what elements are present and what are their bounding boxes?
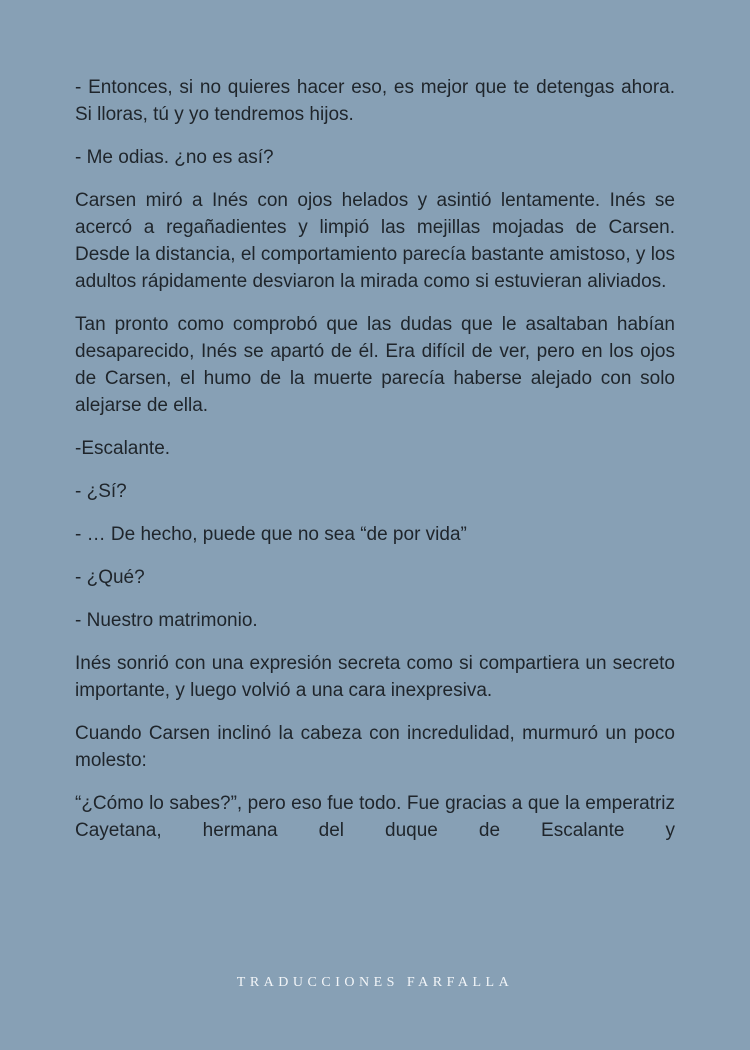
- paragraph: Inés sonrió con una expresión secreta como si compartiera un secreto importante, y luego volvió a una cara inexpresiva.: [75, 653, 675, 701]
- paragraph: - Entonces, si no quieres hacer eso, es mejor que te detengas ahora. Si lloras, tú y yo tendremos hijos.: [75, 77, 675, 125]
- paragraph: Carsen miró a Inés con ojos helados y asintió lentamente. Inés se acercó a regañadientes y limpió las mejillas mojadas de Carsen. Desde la distancia, el comportamiento parecía bastante amistoso, y los adultos rápidamente desviaron la mirada como si estuvieran aliviados.: [75, 190, 675, 292]
- paragraph: - Me odias. ¿no es así?: [75, 147, 274, 168]
- paragraph: Tan pronto como comprobó que las dudas que le asaltaban habían desaparecido, Inés se apartó de él. Era difícil de ver, pero en los ojos de Carsen, el humo de la muerte parecía haberse alejado con solo alejarse de ella.: [75, 314, 675, 416]
- footer-credit: TRADUCCIONES FARFALLA: [236, 975, 514, 990]
- paragraph: “¿Cómo lo sabes?”, pero eso fue todo. Fue gracias a que la emperatriz Cayetana, hermana del duque de Escalante y: [75, 793, 675, 841]
- paragraph: - … De hecho, puede que no sea “de por vida”: [75, 524, 467, 545]
- paragraph: - ¿Sí?: [75, 481, 127, 502]
- paragraph: Cuando Carsen inclinó la cabeza con incredulidad, murmuró un poco molesto:: [75, 723, 675, 771]
- document-body: [75, 74, 675, 860]
- paragraph: - Nuestro matrimonio.: [75, 610, 258, 631]
- paragraph: - ¿Qué?: [75, 567, 145, 588]
- paragraph: -Escalante.: [75, 438, 171, 459]
